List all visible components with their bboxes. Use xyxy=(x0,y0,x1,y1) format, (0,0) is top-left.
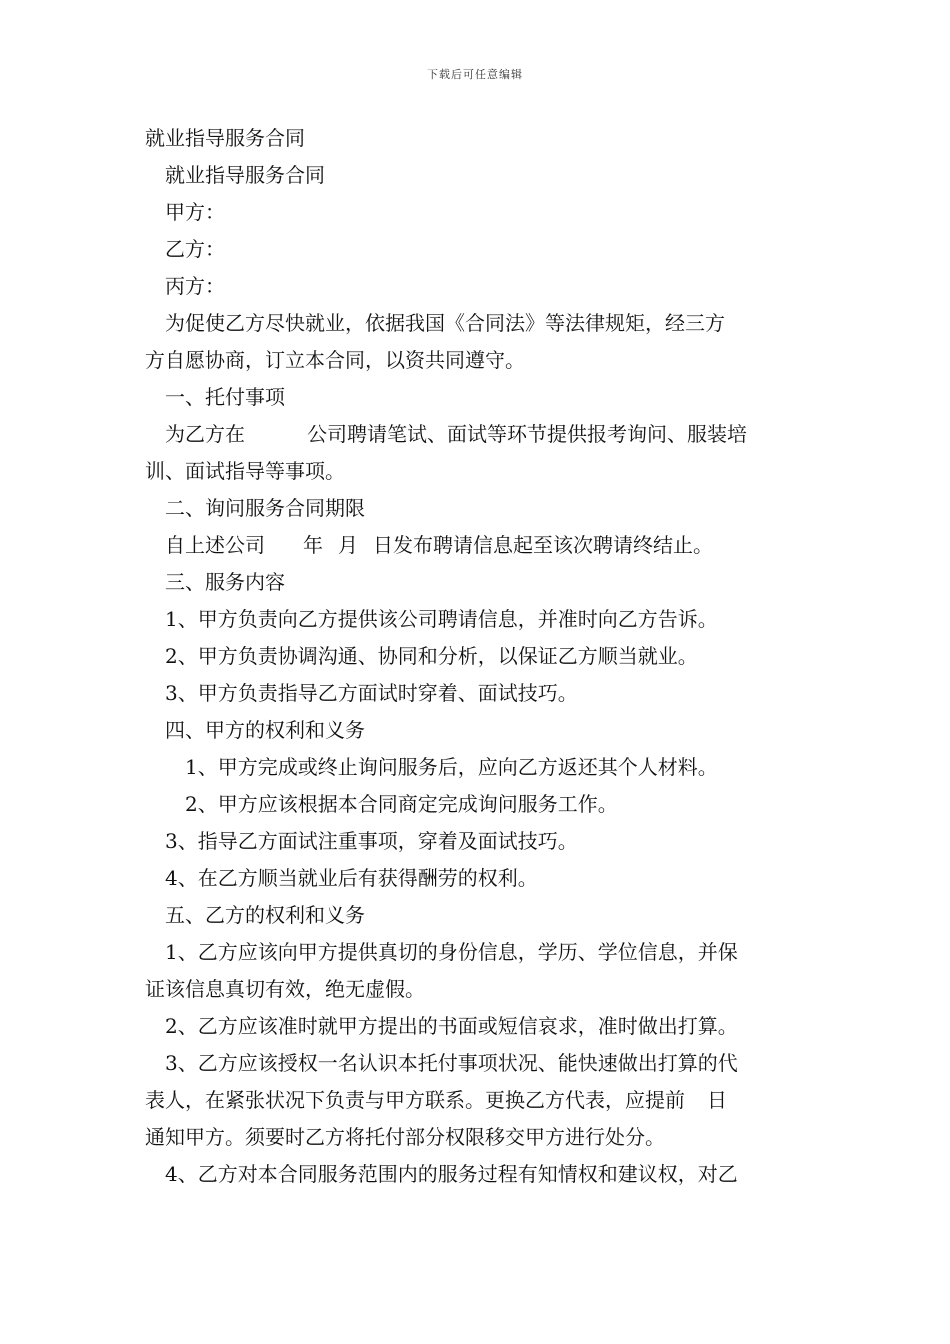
s2-year-label: 年 xyxy=(303,533,323,557)
contract-document xyxy=(145,120,810,1193)
s2-text-d: 日发布聘请信息起至该次聘请终结止。 xyxy=(373,533,713,557)
party-b-label: 乙方： xyxy=(165,237,225,261)
section-2-heading: 二、询问服务合同期限 xyxy=(165,496,365,520)
preamble-line-1: 为促使乙方尽快就业，依据我国《合同法》等法律规矩，经三方 xyxy=(165,311,725,335)
s5-i3-day-label: 日 xyxy=(707,1088,727,1112)
section-4-item-3: 3、指导乙方面试注重事项，穿着及面试技巧。 xyxy=(165,829,578,853)
section-3-heading: 三、服务内容 xyxy=(165,570,285,594)
section-3-item-3: 3、甲方负责指导乙方面试时穿着、面试技巧。 xyxy=(165,681,578,705)
section-5-heading: 五、乙方的权利和义务 xyxy=(165,903,365,927)
section-1-paragraph-line-1 xyxy=(145,416,810,453)
section-5-item-3-line-2 xyxy=(145,1082,810,1119)
s1-text-b: 公司聘请笔试、面试等环节提供报考询问、服装培 xyxy=(307,422,747,446)
s5-i3-text-a: 表人，在紧张状况下负责与甲方联系。更换乙方代表，应提前 xyxy=(145,1088,685,1112)
page-header-note: 下载后可任意编辑 xyxy=(427,68,523,81)
document-title: 就业指导服务合同 xyxy=(145,126,305,150)
section-5-item-4-line-1: 4、乙方对本合同服务范围内的服务过程有知情权和建议权，对乙 xyxy=(165,1162,738,1186)
section-5-item-2: 2、乙方应该准时就甲方提出的书面或短信哀求，准时做出打算。 xyxy=(165,1014,738,1038)
section-5-item-3-line-3: 通知甲方。须要时乙方将托付部分权限移交甲方进行处分。 xyxy=(145,1125,665,1149)
s1-text-a: 为乙方在 xyxy=(165,422,245,446)
section-1-heading: 一、托付事项 xyxy=(165,385,285,409)
party-c-label: 丙方： xyxy=(165,274,225,298)
section-5-item-1-line-1: 1、乙方应该向甲方提供真切的身份信息，学历、学位信息，并保 xyxy=(165,940,738,964)
section-4-item-2: 2、甲方应该根据本合同商定完成询问服务工作。 xyxy=(185,792,618,816)
s2-text-a: 自上述公司 xyxy=(165,533,265,557)
section-4-item-4: 4、在乙方顺当就业后有获得酬劳的权利。 xyxy=(165,866,538,890)
section-4-item-1: 1、甲方完成或终止询问服务后，应向乙方返还其个人材料。 xyxy=(185,755,718,779)
s2-month-label: 月 xyxy=(338,533,358,557)
section-4-heading: 四、甲方的权利和义务 xyxy=(165,718,365,742)
document-subtitle: 就业指导服务合同 xyxy=(165,163,325,187)
section-3-item-1: 1、甲方负责向乙方提供该公司聘请信息，并准时向乙方告诉。 xyxy=(165,607,718,631)
section-5-item-3-line-1: 3、乙方应该授权一名认识本托付事项状况、能快速做出打算的代 xyxy=(165,1051,738,1075)
section-2-paragraph xyxy=(145,527,810,564)
section-5-item-1-line-2: 证该信息真切有效，绝无虚假。 xyxy=(145,977,425,1001)
party-a-label: 甲方： xyxy=(165,200,225,224)
preamble-line-2: 方自愿协商，订立本合同，以资共同遵守。 xyxy=(145,348,525,372)
section-3-item-2: 2、甲方负责协调沟通、协同和分析，以保证乙方顺当就业。 xyxy=(165,644,698,668)
section-1-paragraph-line-2: 训、面试指导等事项。 xyxy=(145,459,345,483)
